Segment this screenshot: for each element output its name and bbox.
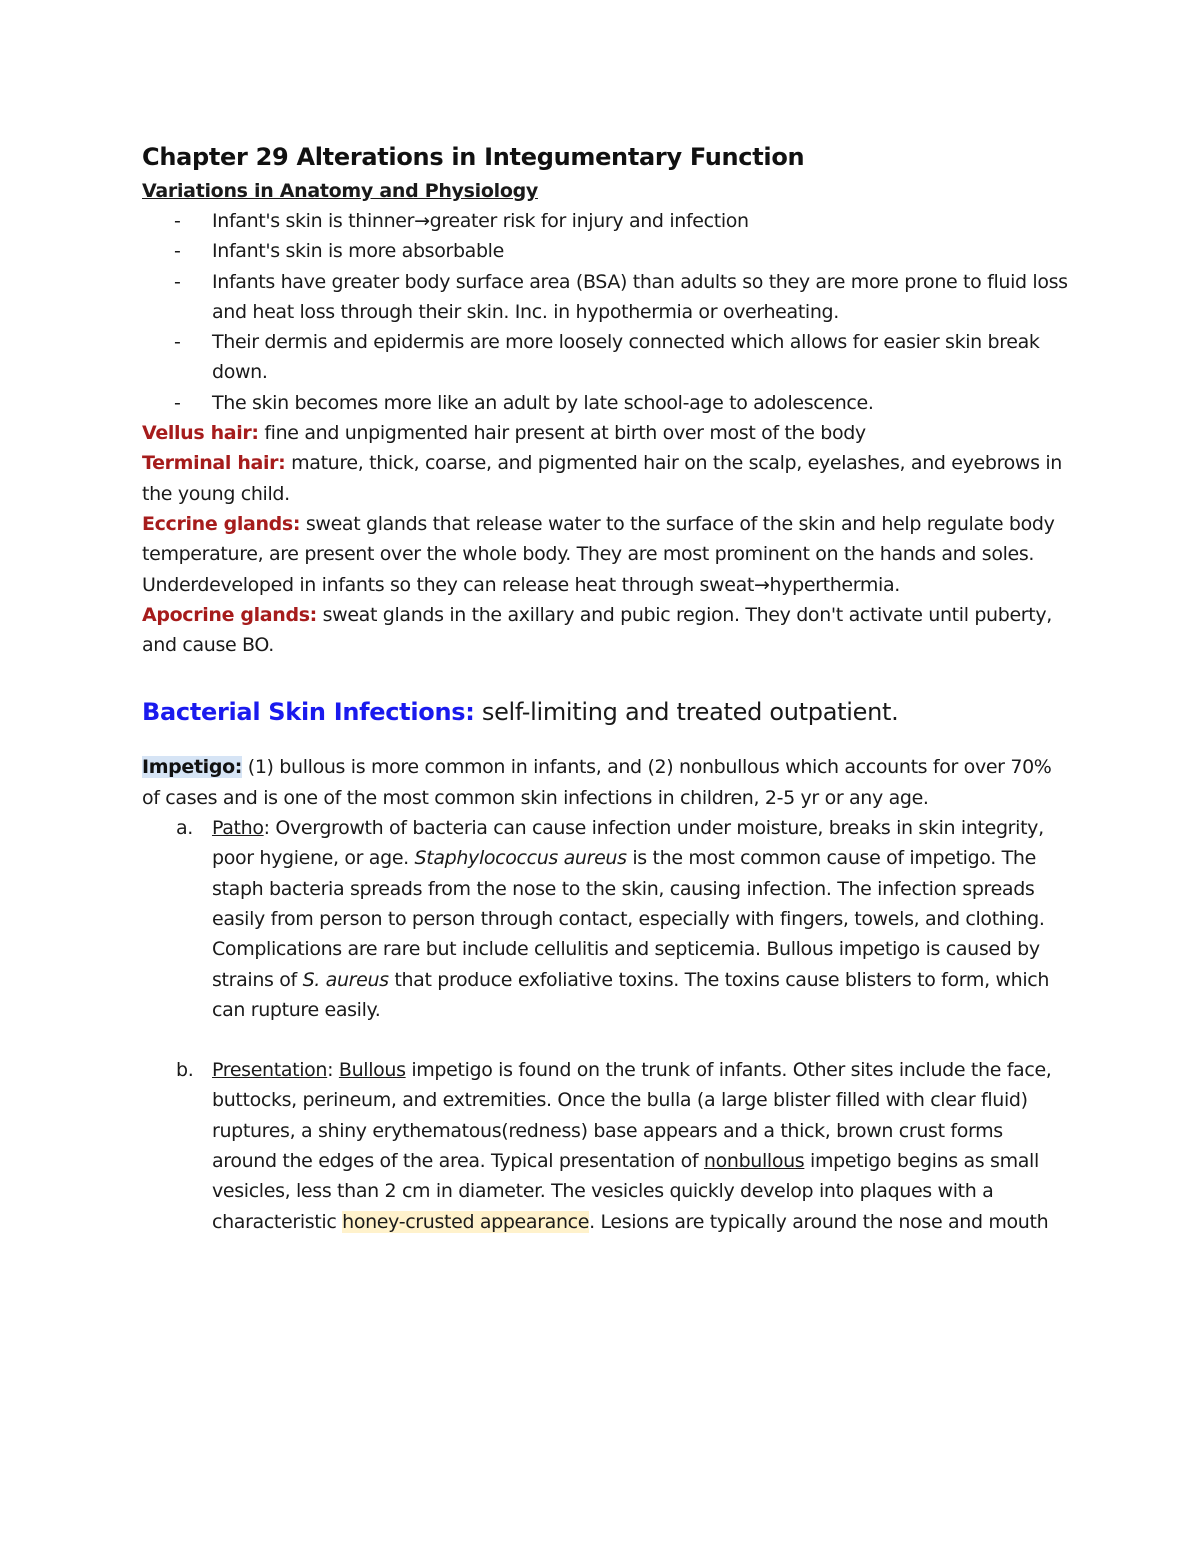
definition-eccrine-glands: Eccrine glands: sweat glands that release water to the surface of the skin and help regulate body temperature, are present over the whole body. They are most prominent on the hands and soles. Underdeveloped in infants so they can release heat through sweat→hyperthermia. — [142, 512, 1055, 596]
definition-term: Vellus hair: — [142, 422, 259, 445]
list-item: - Infant's skin is thinner→greater risk for injury and infection — [142, 206, 1070, 236]
definition-apocrine-glands: Apocrine glands: sweat glands in the axillary and pubic region. They don't activate until puberty, and cause BO. — [142, 603, 1052, 657]
definition-term: Eccrine glands: — [142, 512, 301, 535]
list-item: - Infants have greater body surface area (BSA) than adults so they are more prone to fluid loss and heat loss through their skin. Inc. in hypothermia or overheating. — [142, 267, 1070, 328]
section-subtitle: Variations in Anatomy and Physiology — [142, 180, 538, 202]
list-item-patho: a. Patho: Overgrowth of bacteria can cause infection under moisture, breaks in skin integrity, poor hygiene, or age. Staphylococcus aureus is the most common cause of impetigo. The staph bacteria spreads from the nose to the skin, causing infection. The infection spreads easily from person to person through contact, especially with fingers, towels, and clothing. Complications are rare but include cellulitis and septicemia. Bullous impetigo is caused by strains of S. aureus that produce exfoliative toxins. The toxins cause blisters to form, which can rupture easily. — [176, 817, 1050, 1021]
list-item: - Their dermis and epidermis are more loosely connected which allows for easier skin break down. — [142, 327, 1070, 388]
dash-bullet: - — [174, 210, 181, 232]
list-item: - The skin becomes more like an adult by late school-age to adolescence. — [142, 388, 1070, 418]
impetigo-sublist — [142, 813, 1070, 1237]
list-item: - Infant's skin is more absorbable — [142, 236, 1070, 266]
dash-bullet: - — [174, 270, 181, 293]
dash-bullet: - — [174, 331, 181, 354]
definition-term: Apocrine glands: — [142, 603, 317, 626]
definition-vellus-hair: Vellus hair: fine and unpigmented hair present at birth over most of the body — [142, 422, 866, 445]
dash-bullet: - — [174, 391, 181, 414]
definition-term: Terminal hair: — [142, 452, 286, 475]
list-item-presentation: b. Presentation: Bullous impetigo is found on the trunk of infants. Other sites include the face, buttocks, perineum, and extremities. Once the bulla (a large blister filled with clear fluid) ruptures, a shiny erythematous(redness) base appears and a thick, brown crust forms around the edges of the area. Typical presentation of nonbullous impetigo begins as small vesicles, less than 2 cm in diameter. The vesicles quickly develop into plaques with a characteristic honey-crusted appearance. Lesions are typically around the nose and mouth — [176, 1059, 1052, 1233]
spacer — [142, 1025, 1070, 1055]
section-heading-bacterial: Bacterial Skin Infections: self-limiting and treated outpatient. — [142, 698, 899, 727]
dash-bullet: - — [174, 240, 181, 263]
highlighted-text: honey-crusted appearance — [342, 1210, 590, 1233]
impetigo-paragraph: Impetigo: (1) bullous is more common in infants, and (2) nonbullous which accounts for over 70% of cases and is one of the most common skin infections in children, 2-5 yr or any age. — [142, 756, 1052, 809]
definition-terminal-hair: Terminal hair: mature, thick, coarse, and pigmented hair on the scalp, eyelashes, and eyebrows in the young child. — [142, 452, 1062, 505]
impetigo-term: Impetigo: — [142, 756, 243, 779]
anatomy-bullet-list — [142, 206, 1070, 418]
page-title: Chapter 29 Alterations in Integumentary Function — [142, 143, 805, 171]
